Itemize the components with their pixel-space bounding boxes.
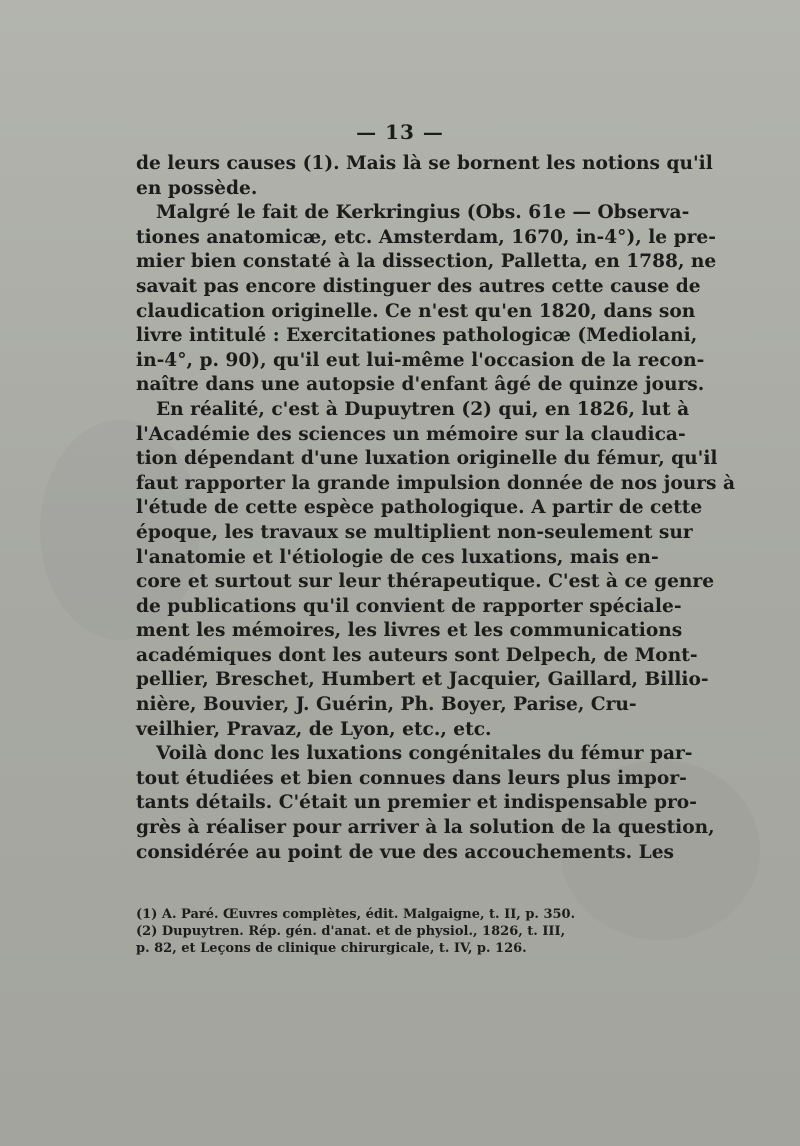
text-line: Malgré le fait de Kerkringius (Obs. 61e — Observa-	[156, 202, 690, 224]
text-line: tout étudiées et bien connues dans leurs plus impor-	[136, 767, 687, 789]
text-line: savait pas encore distinguer des autres cette cause de	[136, 275, 701, 297]
text-line: tion dépendant d'une luxation originelle du fémur, qu'il	[136, 448, 718, 470]
text-line: in-4°, p. 90), qu'il eut lui-même l'occasion de la recon-	[136, 349, 705, 371]
text-line: claudication originelle. Ce n'est qu'en 1820, dans son	[136, 300, 696, 322]
text-line: nière, Bouvier, J. Guérin, Ph. Boyer, Parise, Cru-	[136, 694, 637, 716]
text-line: En réalité, c'est à Dupuytren (2) qui, en 1826, lut à	[156, 398, 690, 420]
text-line: mier bien constaté à la dissection, Palletta, en 1788, ne	[136, 251, 717, 273]
text-line: core et surtout sur leur thérapeutique. C'est à ce genre	[136, 571, 715, 593]
footnote: (2) Dupuytren. Rép. gén. d'anat. et de physiol., 1826, t. III,	[136, 924, 566, 939]
text-line: pellier, Breschet, Humbert et Jacquier, Gaillard, Billio-	[136, 669, 709, 691]
text-line: tants détails. C'était un premier et indispensable pro-	[136, 792, 697, 814]
footnote: p. 82, et Leçons de clinique chirurgicale, t. IV, p. 126.	[136, 941, 527, 956]
text-line: considérée au point de vue des accouchements. Les	[136, 841, 675, 863]
body-text	[136, 152, 736, 865]
text-line: l'Académie des sciences un mémoire sur la claudica-	[136, 423, 686, 445]
text-line: l'étude de cette espèce pathologique. A partir de cette	[136, 497, 703, 519]
page-number: — 13 —	[356, 120, 444, 144]
text-line: Voilà donc les luxations congénitales du fémur par-	[156, 743, 693, 765]
text-line: de publications qu'il convient de rapporter spéciale-	[136, 595, 682, 617]
text-line: ment les mémoires, les livres et les communications	[136, 620, 683, 642]
text-line: grès à réaliser pour arriver à la solution de la question,	[136, 817, 715, 839]
text-line: en possède.	[136, 177, 258, 199]
text-line: veilhier, Pravaz, de Lyon, etc., etc.	[136, 718, 492, 740]
text-line: académiques dont les auteurs sont Delpech, de Mont-	[136, 644, 698, 666]
text-line: naître dans une autopsie d'enfant âgé de quinze jours.	[136, 374, 705, 396]
text-line: époque, les travaux se multiplient non-seulement sur	[136, 521, 693, 543]
footnotes	[136, 906, 606, 957]
footnote: (1) A. Paré. Œuvres complètes, édit. Malgaigne, t. II, p. 350.	[136, 907, 576, 922]
text-line: de leurs causes (1). Mais là se bornent les notions qu'il	[136, 153, 713, 174]
text-line: tiones anatomicæ, etc. Amsterdam, 1670, in-4°), le pre-	[136, 226, 716, 248]
text-line: l'anatomie et l'étiologie de ces luxations, mais en-	[136, 546, 659, 568]
text-line: faut rapporter la grande impulsion donnée de nos jours à	[136, 472, 736, 494]
text-line: livre intitulé : Exercitationes pathologicæ (Mediolani,	[136, 325, 698, 347]
